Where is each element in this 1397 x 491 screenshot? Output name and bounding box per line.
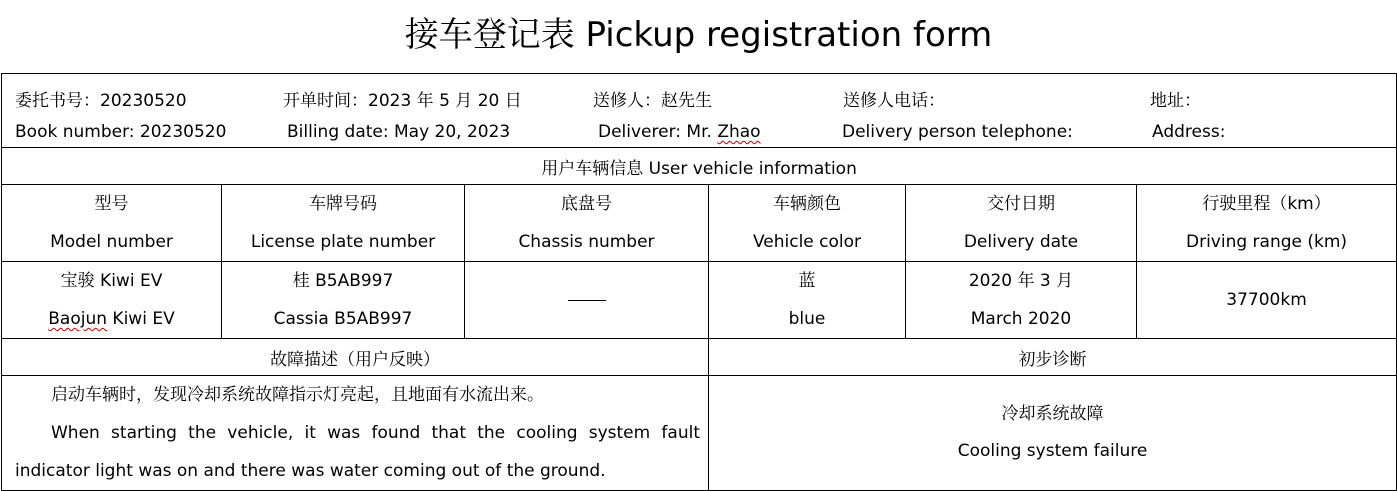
delivery-phone-en: Delivery person telephone: [842, 122, 1073, 142]
plate-cn: 桂 B5AB997 [292, 271, 394, 291]
cell-color [709, 262, 906, 339]
column-header-delivery-date [906, 185, 1137, 262]
fault-description-cell [2, 376, 709, 491]
address-en: Address: [1152, 122, 1226, 142]
color-cn: 蓝 [798, 271, 816, 291]
model-en-brand: Baojun [48, 309, 108, 329]
column-header-plate [222, 185, 465, 262]
cell-chassis [465, 262, 709, 339]
book-number-cn: 委托书号：20230520 [15, 91, 187, 111]
column-header-en: Delivery date [963, 232, 1079, 252]
book-number-en: Book number: 20230520 [15, 122, 227, 142]
column-header-color [709, 185, 906, 262]
column-header-cn: 车牌号码 [309, 194, 377, 214]
fault-diagnosis-content-row [2, 376, 1397, 491]
delivery-phone-cn: 送修人电话： [843, 91, 945, 111]
column-header-chassis [465, 185, 709, 262]
header-info-cell [2, 74, 1397, 148]
mileage-value: 37700km [1226, 290, 1307, 310]
fault-description-title: 故障描述（用户反映） [2, 339, 709, 376]
column-header-en: License plate number [250, 232, 436, 252]
delivery-date-en: March 2020 [970, 309, 1072, 329]
column-header-cn: 交付日期 [987, 194, 1055, 214]
column-header-en: Vehicle color [752, 232, 862, 252]
preliminary-diagnosis-title: 初步诊断 [709, 339, 1397, 376]
empty-value-dash [568, 300, 606, 301]
form-title: 接车登记表 Pickup registration form [404, 15, 993, 55]
cell-delivery-date [906, 262, 1137, 339]
deliverer-cn: 送修人：赵先生 [593, 91, 712, 111]
column-header-en: Driving range (km) [1186, 232, 1348, 252]
column-header-cn: 车辆颜色 [773, 194, 841, 214]
deliverer-en-name: Zhao [717, 122, 761, 142]
fault-text-cn: 启动车辆时，发现冷却系统故障指示灯亮起，且地面有水流出来。 [51, 385, 544, 405]
column-header-en: Model number [50, 232, 173, 252]
deliverer-en-prefix: Deliverer: Mr. [598, 122, 718, 142]
vehicle-section-row [2, 148, 1397, 185]
color-en: blue [788, 309, 826, 329]
fault-diagnosis-header-row [2, 339, 1397, 376]
model-en-rest: Kiwi EV [107, 309, 175, 329]
deliverer-en [598, 122, 761, 142]
column-header-model [2, 185, 222, 262]
delivery-date-cn: 2020 年 3 月 [968, 271, 1074, 291]
diagnosis-text-cn: 冷却系统故障 [1001, 404, 1104, 424]
fault-text-en: When starting the vehicle, it was found that the cooling system fault indicator light was on and there was water coming out of the ground. [15, 423, 700, 481]
column-header-cn: 型号 [94, 194, 129, 214]
column-header-cn: 底盘号 [561, 194, 612, 214]
cell-model [2, 262, 222, 339]
diagnosis-text-en: Cooling system failure [957, 441, 1148, 461]
plate-en: Cassia B5AB997 [273, 309, 413, 329]
model-en [2, 300, 221, 338]
header-info-row [2, 74, 1397, 148]
cell-mileage [1137, 262, 1397, 339]
vehicle-header-row [2, 185, 1397, 262]
cell-plate [222, 262, 465, 339]
address-cn: 地址： [1150, 91, 1201, 111]
model-cn: 宝骏 Kiwi EV [60, 271, 163, 291]
column-header-mileage [1137, 185, 1397, 262]
billing-date-en: Billing date: May 20, 2023 [287, 122, 511, 142]
vehicle-data-row [2, 262, 1397, 339]
diagnosis-cell [709, 376, 1397, 491]
billing-date-cn: 开单时间：2023 年 5 月 20 日 [283, 91, 522, 111]
vehicle-section-title: 用户车辆信息 User vehicle information [2, 148, 1397, 185]
column-header-en: Chassis number [518, 232, 655, 252]
registration-form-table [1, 73, 1397, 491]
column-header-cn: 行驶里程（km） [1202, 194, 1331, 214]
